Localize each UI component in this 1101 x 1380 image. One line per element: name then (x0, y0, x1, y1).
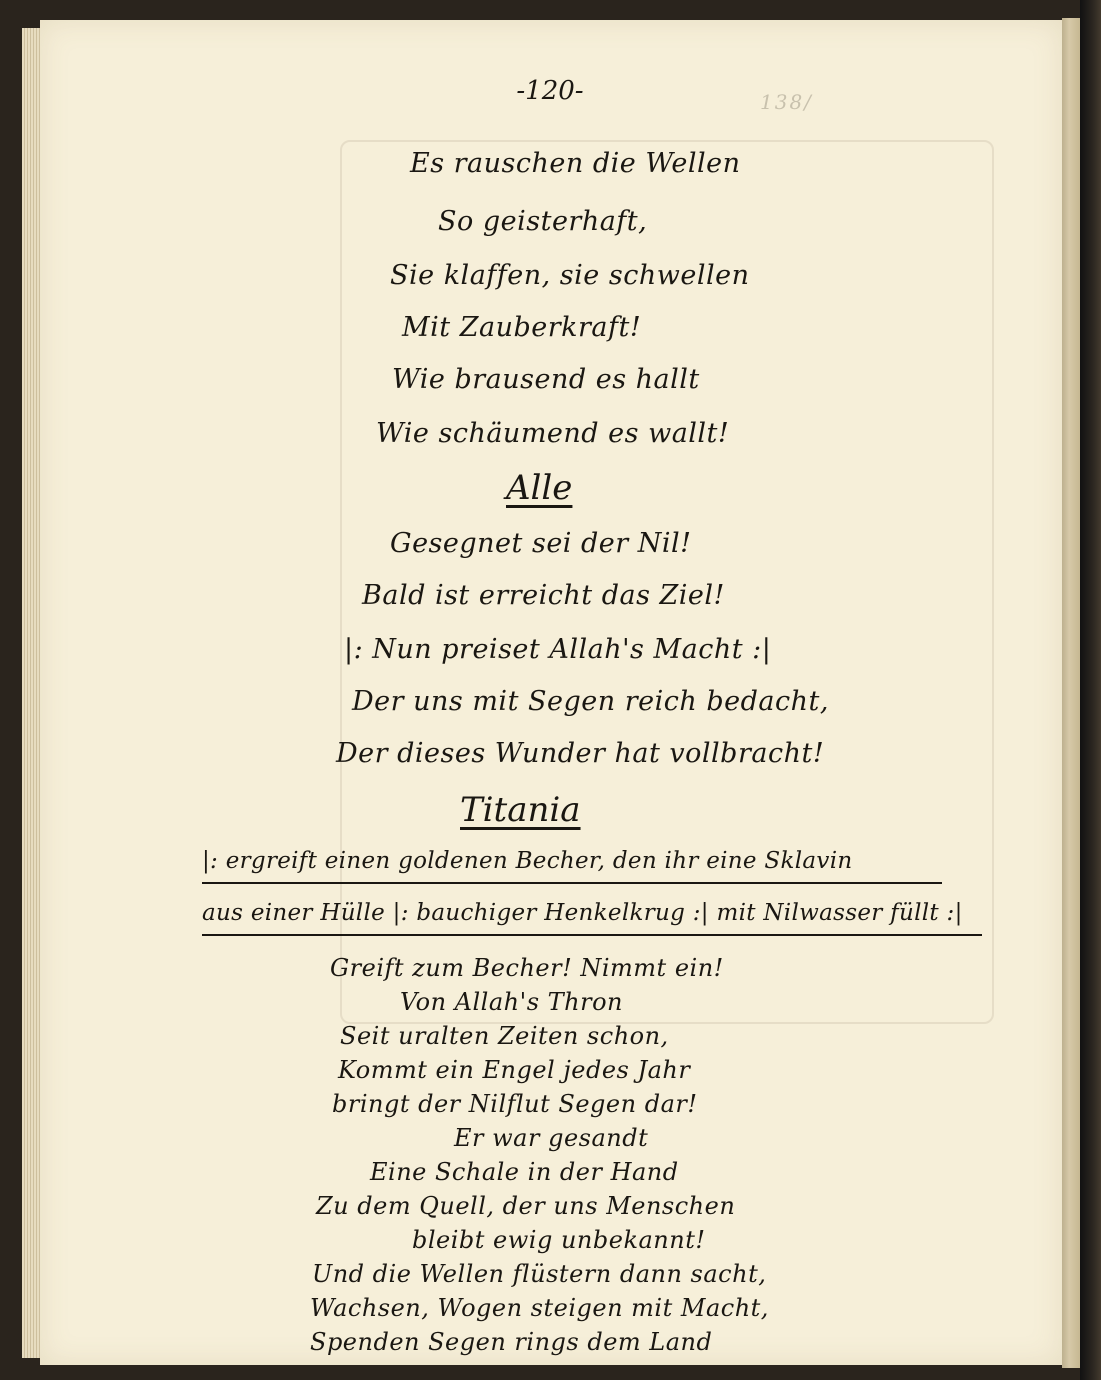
stage-direction-underline (202, 882, 942, 884)
page-number: -120- (516, 76, 584, 106)
verse-line: Es rauschen die Wellen (410, 148, 741, 179)
verse-line: So geisterhaft, (438, 206, 648, 237)
verse-line: Spenden Segen rings dem Land (310, 1328, 713, 1356)
verse-line: Mit Zauberkraft! (402, 312, 642, 343)
speaker-heading-alle: Alle (506, 468, 573, 508)
verse-line: Kommt ein Engel jedes Jahr (338, 1056, 691, 1084)
verse-line: bringt der Nilflut Segen dar! (332, 1090, 698, 1118)
verse-line: Von Allah's Thron (400, 988, 623, 1016)
speaker-heading-titania: Titania (460, 790, 581, 830)
handwritten-text (40, 20, 1062, 1365)
stage-direction-line: |: ergreift einen goldenen Becher, den ihr eine Sklavin (202, 848, 853, 874)
verse-line: Er war gesandt (454, 1124, 649, 1152)
page-edge-right (1062, 18, 1080, 1368)
verse-line: bleibt ewig unbekannt! (412, 1226, 706, 1254)
verse-line: Wachsen, Wogen steigen mit Macht, (310, 1294, 769, 1322)
verse-line: Wie brausend es hallt (392, 364, 700, 395)
verse-line: |: Nun preiset Allah's Macht :| (344, 634, 772, 665)
page-edge-left (22, 28, 42, 1358)
verse-line: Gesegnet sei der Nil! (390, 528, 692, 559)
verse-line: Und die Wellen flüstern dann sacht, (312, 1260, 767, 1288)
verse-line: Eine Schale in der Hand (370, 1158, 679, 1186)
verse-line: Wie schäumend es wallt! (376, 418, 730, 449)
book-spine (1080, 0, 1101, 1380)
pencil-page-mark: 138/ (760, 90, 813, 114)
verse-line: Bald ist erreicht das Ziel! (362, 580, 725, 611)
stage-direction-underline (202, 934, 982, 936)
manuscript-page (40, 20, 1062, 1365)
stage-direction-line: aus einer Hülle |: bauchiger Henkelkrug :| mit Nilwasser füllt :| (202, 900, 963, 926)
verse-line: Der dieses Wunder hat vollbracht! (336, 738, 825, 769)
verse-line: Seit uralten Zeiten schon, (340, 1022, 669, 1050)
verse-line: Greift zum Becher! Nimmt ein! (330, 954, 724, 982)
verse-line: Zu dem Quell, der uns Menschen (316, 1192, 736, 1220)
verse-line: Der uns mit Segen reich bedacht, (352, 686, 829, 717)
verse-line: Sie klaffen, sie schwellen (390, 260, 750, 291)
